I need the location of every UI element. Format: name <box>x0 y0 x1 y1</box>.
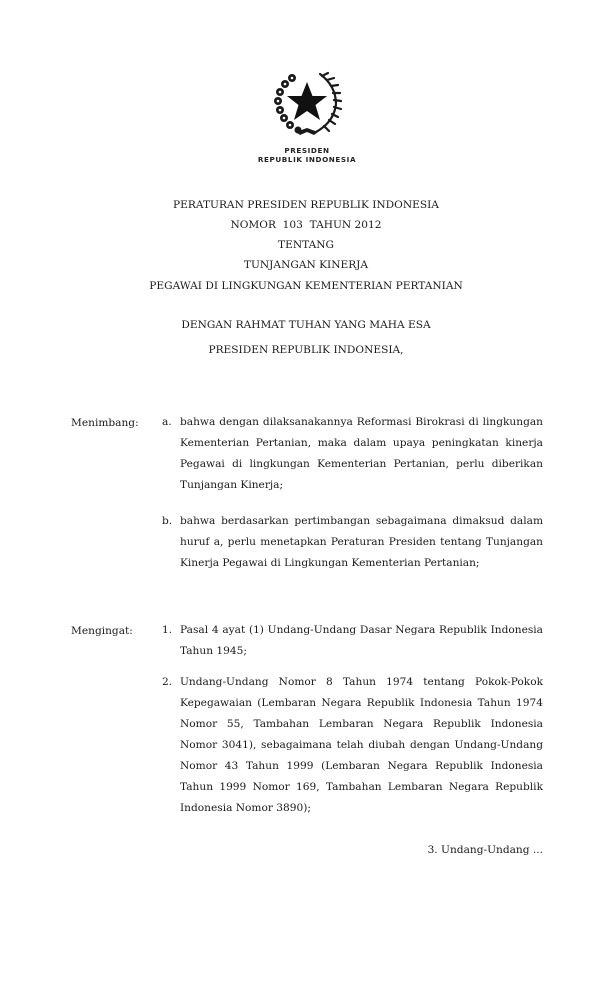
page-continuation: 3. Undang-Undang ... <box>427 844 543 856</box>
item-marker: 2. <box>162 676 173 688</box>
item-marker: a. <box>162 416 172 428</box>
item-text: Undang-Undang Nomor 8 Tahun 1974 tentang Pokok-Pokok Kepegawaian (Lembaran Negara Republik Indonesia Tahun 1974 Nomor 55, Tambahan Lembaran Negara Republik Indonesia Nomor 3041), sebagaimana telah diubah dengan Undang-Undang Nomor 43 Tahun 1999 (Lembaran Negara Republik Indonesia Tahun 1999 Nomor 169, Tambahan Lembaran Negara Republik Indonesia Nomor 3890); <box>180 676 543 814</box>
item-text: bahwa berdasarkan pertimbangan sebagaimana dimaksud dalam huruf a, perlu menetapkan Peraturan Presiden tentang Tunjangan Kinerja Pegawai di Lingkungan Kementerian Pertanian; <box>180 515 543 569</box>
menimbang-item-a <box>162 412 543 496</box>
regulation-subject: TUNJANGAN KINERJA <box>243 259 369 271</box>
item-marker: 1. <box>162 624 173 636</box>
regulation-number: NOMOR 103 TAHUN 2012 <box>230 219 382 231</box>
regulation-subject-scope: PEGAWAI DI LINGKUNGAN KEMENTERIAN PERTANIAN <box>149 280 463 292</box>
emblem-caption-presiden: PRESIDEN <box>284 146 330 155</box>
preamble-invocation: DENGAN RAHMAT TUHAN YANG MAHA ESA <box>181 319 431 331</box>
mengingat-item-1 <box>162 620 543 662</box>
menimbang-item-b <box>162 511 543 574</box>
item-text: bahwa dengan dilaksanakannya Reformasi Birokrasi di lingkungan Kementerian Pertanian, maka dalam upaya peningkatan kinerja Pegawai di lingkungan Kementerian Pertanian, perlu diberikan Tunjangan Kinerja; <box>180 416 543 491</box>
mengingat-label: Mengingat: <box>71 625 133 637</box>
garuda-star-emblem-icon <box>270 64 344 138</box>
mengingat-item-2 <box>162 672 543 819</box>
emblem-caption-republik: REPUBLIK INDONESIA <box>257 155 357 164</box>
regulation-tentang: TENTANG <box>278 239 334 251</box>
item-text: Pasal 4 ayat (1) Undang-Undang Dasar Negara Republik Indonesia Tahun 1945; <box>180 624 543 657</box>
preamble-president: PRESIDEN REPUBLIK INDONESIA, <box>208 344 404 356</box>
menimbang-label: Menimbang: <box>71 417 139 429</box>
regulation-title: PERATURAN PRESIDEN REPUBLIK INDONESIA <box>173 199 439 211</box>
item-marker: b. <box>162 515 173 527</box>
